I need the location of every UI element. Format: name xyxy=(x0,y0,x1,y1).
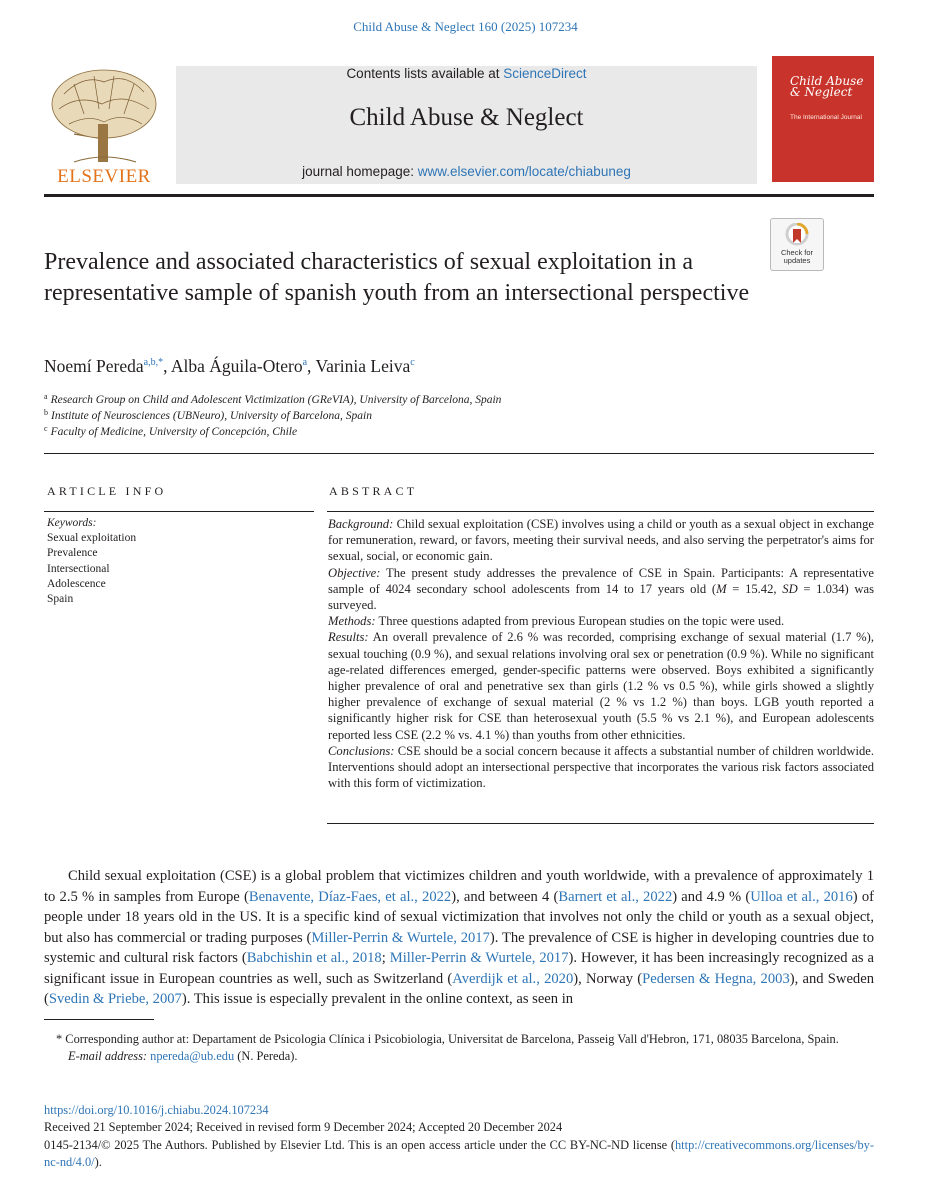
body-text: ). The prevalence of CSE is higher in developing countries due to systemic and cultural risk factors ( xyxy=(44,929,874,966)
stat-symbol: SD xyxy=(782,581,798,596)
body-text: ), and Sweden ( xyxy=(44,970,874,1007)
header-rule xyxy=(44,194,874,197)
body-text: ; xyxy=(381,950,390,966)
abstract-label: Background: xyxy=(328,517,394,531)
received-dates: Received 21 September 2024; Received in revised form 9 December 2024; Accepted 20 December 2024 xyxy=(44,1120,563,1134)
homepage-line xyxy=(176,164,757,179)
author-separator: , xyxy=(307,356,316,376)
email-label: E-mail address: xyxy=(68,1049,148,1063)
affiliation-text: Research Group on Child and Adolescent Victimization (GReVIA), University of Barcelona, Spain xyxy=(50,394,502,406)
license-text: 0145-2134/© 2025 The Authors. Published by Elsevier Ltd. This is an open access article under the CC BY-NC-ND license ( xyxy=(44,1138,675,1152)
body-text: ), and between 4 ( xyxy=(451,888,559,905)
abstract-body xyxy=(328,516,874,791)
citation-link[interactable]: Miller-Perrin & Wurtele, 2017 xyxy=(389,950,569,966)
article-info-rule xyxy=(44,511,314,512)
sciencedirect-link[interactable]: ScienceDirect xyxy=(503,66,587,81)
license-text: ). xyxy=(94,1155,102,1169)
license-link[interactable]: http://creativecommons.org/licenses/by-nc-nd/4.0/ xyxy=(44,1138,874,1169)
citation-link[interactable]: Benavente, Díaz-Faes, et al., 2022 xyxy=(248,888,452,905)
abstract-label: Methods: xyxy=(328,614,376,629)
journal-title: Child Abuse & Neglect xyxy=(349,104,584,131)
keyword: Prevalence xyxy=(47,547,98,560)
body-text: ) of people under 18 years old in the US. It is a specific kind of sexual victimization that involves not only the child or youth as a sexual object, but also has commercial or trading purposes ( xyxy=(44,888,874,946)
keywords-block xyxy=(47,516,136,607)
corresponding-author-note: Corresponding author at: Departament de Psicologia Clínica i Psicobiologia, Universitat de Barcelona, Passeig Vall d'Hebron, 171, 08035 Barcelona, Spain. xyxy=(62,1032,839,1046)
abstract-conclusions xyxy=(328,743,874,792)
abstract-rule xyxy=(327,511,874,512)
affiliation-text: Institute of Neurosciences (UBNeuro), University of Barcelona, Spain xyxy=(51,410,372,422)
abstract-label: Conclusions: xyxy=(328,743,395,758)
email-suffix: (N. Pereda). xyxy=(234,1049,298,1063)
keyword: Sexual exploitation xyxy=(47,532,137,545)
citation-link[interactable]: Svedin & Priebe, 2007 xyxy=(48,991,182,1007)
abstract-background xyxy=(328,516,874,565)
keyword: Intersectional xyxy=(47,562,110,575)
citation-link[interactable]: Ulloa et al., 2016 xyxy=(750,888,853,905)
author-name: Varinia Leiva xyxy=(315,356,411,376)
citation-link[interactable]: Babchishin et al., 2018 xyxy=(246,950,382,966)
abstract-text: Child sexual exploitation (CSE) involves using a child or youth as a sexual object in exchange for remuneration, reward, or favors, meeting their survival needs, and also serving the perpetrator's aims for sexual, social, or economic gain. xyxy=(328,517,874,564)
journal-reference[interactable] xyxy=(0,19,931,35)
license-statement xyxy=(44,1137,874,1171)
abstract-methods xyxy=(328,613,874,629)
abstract-objective xyxy=(328,565,874,614)
citation-link[interactable]: Averdijk et al., 2020 xyxy=(452,970,574,987)
article-info-heading: ARTICLE INFO xyxy=(47,484,167,498)
footnote-marker: * xyxy=(56,1032,63,1046)
affiliation-marker: c xyxy=(44,424,48,433)
journal-cover-image[interactable] xyxy=(772,56,874,182)
affiliation xyxy=(44,424,297,438)
affiliation-text: Faculty of Medicine, University of Concepción, Chile xyxy=(50,426,298,438)
homepage-link[interactable]: www.elsevier.com/locate/chiabuneg xyxy=(417,164,631,179)
abstract-label: Results: xyxy=(328,630,369,645)
email-link[interactable]: npereda@ub.edu xyxy=(150,1049,235,1063)
keywords-label: Keywords: xyxy=(47,517,97,529)
doi[interactable] xyxy=(44,1103,269,1118)
check-for-updates-button[interactable] xyxy=(770,218,824,271)
body-paragraph xyxy=(44,866,874,1010)
publisher-name: ELSEVIER xyxy=(57,166,151,186)
citation-link[interactable]: Miller-Perrin & Wurtele, 2017 xyxy=(311,929,490,946)
abstract-text: An overall prevalence of 2.6 % was recorded, comprising exchange of sexual material (1.7 %), sexual touching (0.9 %), and sexual relations involving oral sex or penetration (0.9 %). While no significant age-related differences emerged, gender-specific patterns were observed. Boys exhibited a significantly higher prevalence of oral and penetrative sex than girls (1.2 % vs 0.5 %), while girls showed a slightly higher prevalence of exchange of sexual material (2 % vs 1.2 %) than boys. LGB youth reported a significantly higher risk for CSE than heterosexual youth (5.5 % vs 2.1 %), and European adolescents reported less CSE (2.2 % vs. 4.1 %) than youths from other ethnicities. xyxy=(328,630,874,742)
affiliation xyxy=(44,408,372,422)
abstract-heading: ABSTRACT xyxy=(329,484,418,498)
author-affiliation-marker[interactable]: c xyxy=(410,357,415,368)
journal-reference-link[interactable]: Child Abuse & Neglect 160 (2025) 107234 xyxy=(353,19,578,34)
citation-link[interactable]: Barnert et al., 2022 xyxy=(558,888,673,905)
cover-subtitle: The International Journal xyxy=(790,114,862,121)
elsevier-logo xyxy=(44,64,164,186)
affiliation-marker: a xyxy=(44,392,48,401)
author-name: Alba Águila-Otero xyxy=(170,356,303,376)
author-separator: , xyxy=(163,356,171,376)
affiliation xyxy=(44,392,501,406)
body-text: ). This issue is especially prevalent in the online context, as seen in xyxy=(181,991,574,1007)
contents-line xyxy=(176,66,757,81)
doi-link[interactable]: https://doi.org/10.1016/j.chiabu.2024.107234 xyxy=(44,1103,269,1117)
cover-title: Child Abuse & Neglect xyxy=(790,74,864,99)
affiliation-marker: b xyxy=(44,408,48,417)
abstract-text: The present study addresses the prevalence of CSE in Spain. Participants: A representative sample of 4024 secondary school adolescents from 14 to 17 years old ( xyxy=(328,565,874,596)
abstract-text: = 1.034) was surveyed. xyxy=(328,581,874,613)
author-list xyxy=(44,356,415,377)
stat-symbol: M xyxy=(716,581,727,596)
citation-link[interactable]: Pedersen & Hegna, 2003 xyxy=(642,970,790,987)
homepage-prefix: journal homepage: xyxy=(302,164,418,179)
footnote-rule xyxy=(44,1019,154,1020)
author-affiliation-marker[interactable]: a,b,* xyxy=(143,357,164,368)
keyword: Spain xyxy=(47,593,74,606)
abstract-text: Three questions adapted from previous European studies on the topic were used. xyxy=(375,614,785,629)
abstract-results xyxy=(328,629,874,742)
author-affiliation-marker[interactable]: a xyxy=(302,357,308,368)
abstract-bottom-rule xyxy=(327,823,874,824)
bookmark-icon xyxy=(785,223,809,249)
abstract-text: CSE should be a social concern because it affects a substantial number of children worldwide. Interventions should adopt an intersectional perspective that incorporates the various risk factors associated with this form of victimization. xyxy=(328,743,874,791)
abstract-label: Objective: xyxy=(328,565,381,580)
abstract-text: = 15.42, xyxy=(726,581,783,596)
elsevier-tree-icon xyxy=(44,64,164,186)
body-text: ), Norway ( xyxy=(573,970,643,987)
keyword: Adolescence xyxy=(47,577,106,590)
author-name: Noemí Pereda xyxy=(44,356,144,376)
footnote xyxy=(44,1031,874,1065)
body-text: ). However, it has been increasingly recognized as a significant issue in European countries as well, such as Switzerland ( xyxy=(44,950,874,987)
section-rule xyxy=(44,453,874,454)
body-text: Child sexual exploitation (CSE) is a global problem that victimizes children and youth worldwide, with a prevalence of approximately 1 to 2.5 % in samples from Europe ( xyxy=(44,868,874,905)
body-text: ) and 4.9 % ( xyxy=(672,888,751,905)
contents-prefix: Contents lists available at xyxy=(346,66,504,81)
article-title: Prevalence and associated characteristics of sexual exploitation in a representative sample of spanish youth from an intersectional perspective xyxy=(44,249,750,306)
check-for-updates-label: Check for updates xyxy=(780,248,814,265)
